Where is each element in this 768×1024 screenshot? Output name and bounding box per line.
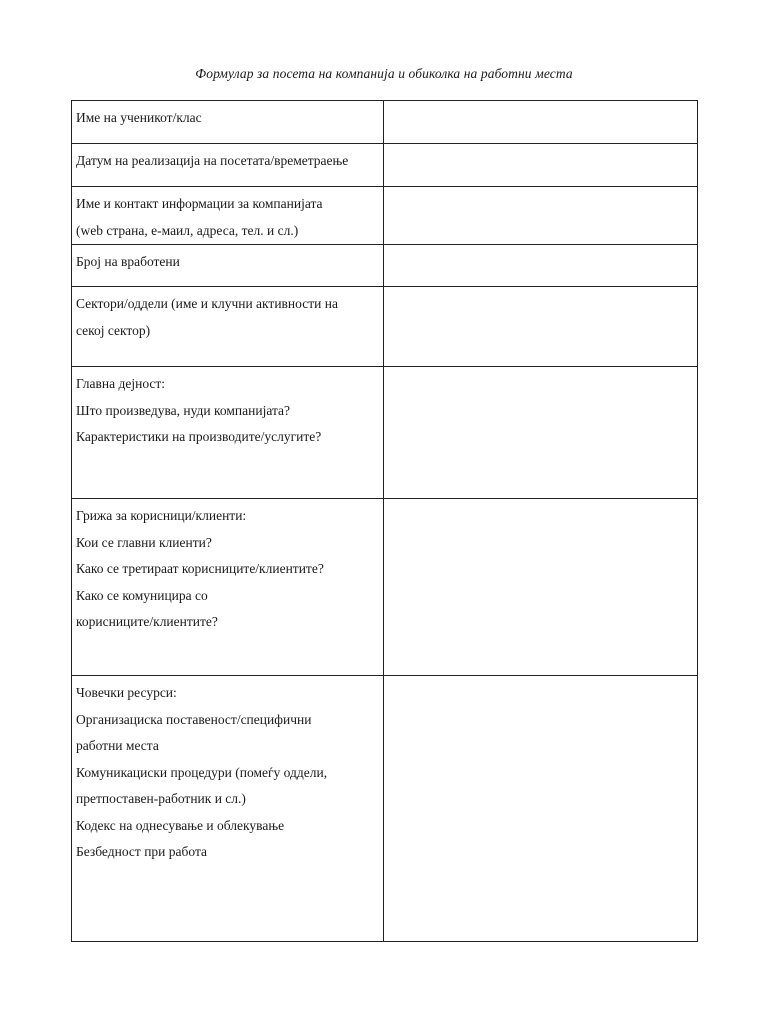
row-label <box>72 287 384 367</box>
row-value-field[interactable] <box>384 676 698 942</box>
label-line: претпоставен-работник и сл.) <box>76 791 246 806</box>
label-line: Безбедност при работа <box>76 844 208 859</box>
row-value-field[interactable] <box>384 101 698 144</box>
label-line: работни места <box>76 738 159 753</box>
row-label <box>72 245 384 287</box>
label-line: Главна дејност: <box>76 376 166 391</box>
table-row <box>72 144 698 187</box>
table-row <box>72 101 698 144</box>
label-line: (web страна, е-маил, адреса, тел. и сл.) <box>76 222 299 238</box>
label-line: Име на ученикот/клас <box>76 110 202 125</box>
row-value-field[interactable] <box>384 187 698 245</box>
row-value-field[interactable] <box>384 144 698 187</box>
label-line: Организациска поставеност/специфични <box>76 711 312 727</box>
row-label <box>72 144 384 187</box>
label-line: секој сектор) <box>76 322 151 338</box>
row-value-field[interactable] <box>384 245 698 287</box>
row-label <box>72 499 384 676</box>
row-value-field[interactable] <box>384 287 698 367</box>
label-line: Сектори/оддели (име и клучни активности на <box>76 296 338 311</box>
label-line: Број на вработени <box>76 254 180 269</box>
label-line: Име и контакт информации за компанијата <box>76 196 323 211</box>
label-line: Комуникациски процедури (помеѓу оддели, <box>76 764 328 780</box>
label-line: Како се третираат корисниците/клиентите? <box>76 561 324 576</box>
table-row <box>72 245 698 287</box>
table-row <box>72 499 698 676</box>
label-line: Кои се главни клиенти? <box>76 534 212 550</box>
label-line: Човечки ресурси: <box>76 685 177 700</box>
row-label <box>72 187 384 245</box>
label-line: Карактеристики на производите/услугите? <box>76 429 322 444</box>
table-row <box>72 187 698 245</box>
table-row <box>72 367 698 499</box>
row-value-field[interactable] <box>384 499 698 676</box>
label-line: корисниците/клиентите? <box>76 614 218 629</box>
label-line: Како се комуницира со <box>76 587 208 603</box>
label-line: Датум на реализација на посетата/времетраење <box>76 153 349 168</box>
table-row <box>72 287 698 367</box>
table-row <box>72 676 698 942</box>
label-line: Кодекс на однесување и облекување <box>76 817 285 833</box>
row-value-field[interactable] <box>384 367 698 499</box>
visit-form-table <box>71 100 698 942</box>
row-label <box>72 676 384 942</box>
row-label <box>72 367 384 499</box>
row-label <box>72 101 384 144</box>
label-line: Грижа за корисници/клиенти: <box>76 508 247 523</box>
label-line: Што произведува, нуди компанијата? <box>76 402 291 418</box>
page-title: Формулар за посета на компанија и обиколка на работни места <box>195 66 573 81</box>
